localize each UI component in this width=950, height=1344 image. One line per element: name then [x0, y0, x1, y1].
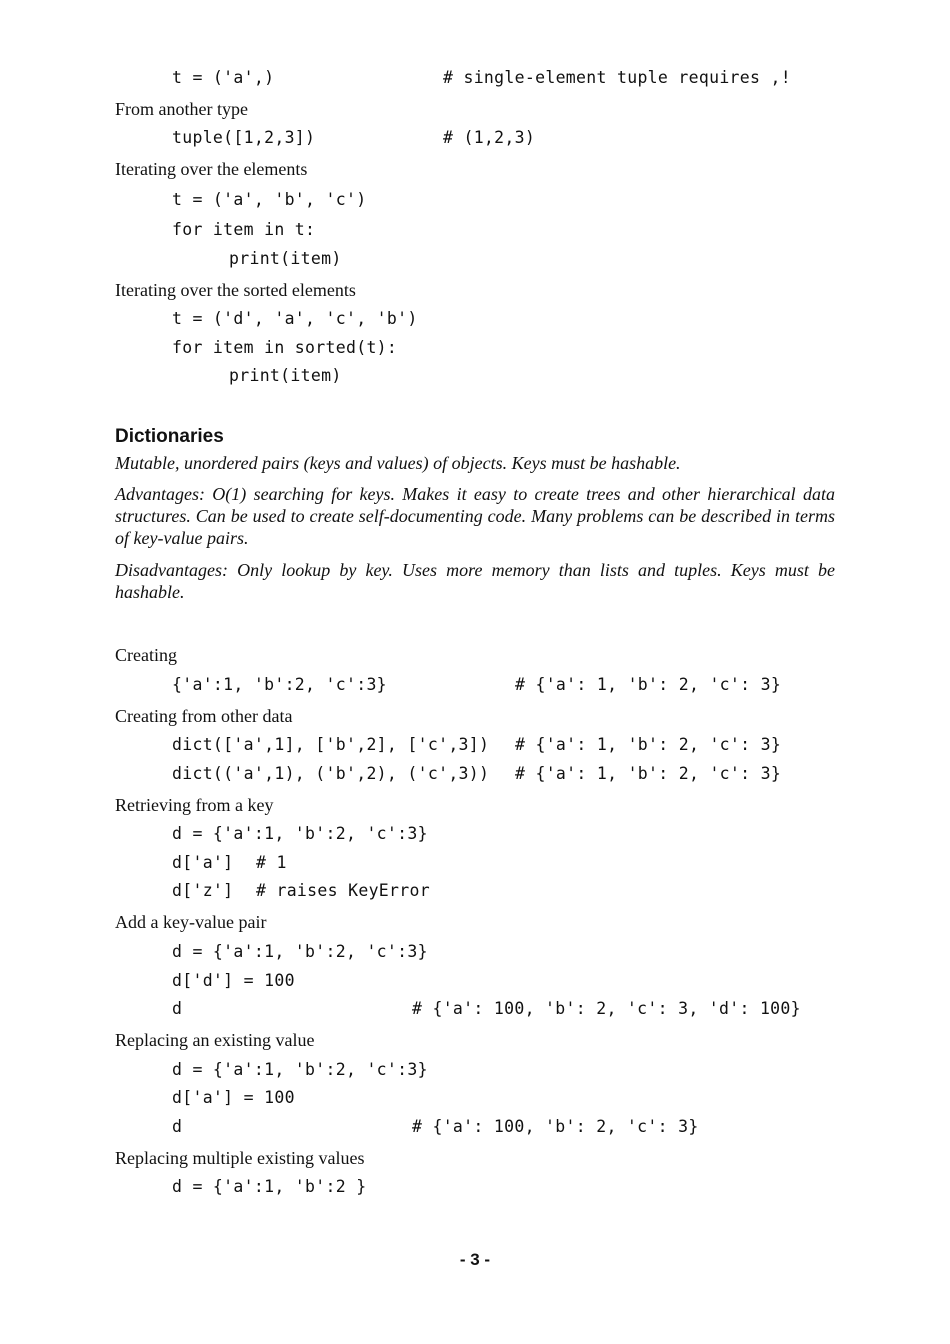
code-comment: # {'a': 100, 'b': 2, 'c': 3, 'd': 100}	[412, 999, 801, 1018]
section-heading: Dictionaries	[115, 426, 224, 447]
code-line: d = {'a':1, 'b':2, 'c':3}	[172, 1060, 428, 1079]
section-label: Replacing an existing value	[115, 1030, 315, 1050]
code-comment: # {'a': 100, 'b': 2, 'c': 3}	[412, 1117, 699, 1136]
code-line: d	[172, 999, 183, 1018]
code-comment: # single-element tuple requires ,!	[443, 68, 791, 87]
code-comment: # raises KeyError	[256, 881, 430, 900]
section-label: From another type	[115, 99, 248, 119]
section-label: Iterating over the sorted elements	[115, 280, 356, 300]
code-comment: # (1,2,3)	[443, 128, 536, 147]
disadvantages-paragraph: Disadvantages: Only lookup by key. Uses more memory than lists and tuples. Keys must be hashable.	[115, 560, 835, 602]
code-comment: # {'a': 1, 'b': 2, 'c': 3}	[515, 764, 782, 783]
code-line: d['d'] = 100	[172, 971, 295, 990]
code-line: print(item)	[229, 249, 342, 268]
code-line: tuple([1,2,3])	[172, 128, 316, 147]
section-label: Creating from other data	[115, 706, 293, 726]
code-line: d['z']	[172, 881, 234, 900]
code-line: d = {'a':1, 'b':2, 'c':3}	[172, 824, 428, 843]
code-line: t = ('d', 'a', 'c', 'b')	[172, 309, 418, 328]
code-line: for item in t:	[172, 220, 316, 239]
code-comment: # {'a': 1, 'b': 2, 'c': 3}	[515, 675, 782, 694]
section-label: Creating	[115, 645, 177, 665]
code-line: {'a':1, 'b':2, 'c':3}	[172, 675, 387, 694]
code-line: print(item)	[229, 366, 342, 385]
code-line: for item in sorted(t):	[172, 338, 398, 357]
code-line: t = ('a', 'b', 'c')	[172, 190, 367, 209]
code-line: t = ('a',)	[172, 68, 275, 87]
section-label: Add a key-value pair	[115, 912, 267, 932]
code-line: dict(('a',1), ('b',2), ('c',3))	[172, 764, 490, 783]
page-number: - 3 -	[459, 1250, 491, 1269]
advantages-paragraph: Advantages: O(1) searching for keys. Makes it easy to create trees and other hierarchical data structures. Can be used to create self-documenting code. Many problems can be described in terms of key-value pairs.	[115, 484, 835, 548]
section-label: Iterating over the elements	[115, 159, 308, 179]
section-label: Retrieving from a key	[115, 795, 274, 815]
code-line: d = {'a':1, 'b':2 }	[172, 1177, 367, 1196]
code-line: d = {'a':1, 'b':2, 'c':3}	[172, 942, 428, 961]
code-line: d['a']	[172, 853, 234, 872]
code-line: d['a'] = 100	[172, 1088, 295, 1107]
code-comment: # 1	[256, 853, 287, 872]
code-comment: # {'a': 1, 'b': 2, 'c': 3}	[515, 735, 782, 754]
code-line: d	[172, 1117, 183, 1136]
code-line: dict(['a',1], ['b',2], ['c',3])	[172, 735, 490, 754]
section-label: Replacing multiple existing values	[115, 1148, 365, 1168]
description-paragraph: Mutable, unordered pairs (keys and values) of objects. Keys must be hashable.	[115, 453, 681, 473]
